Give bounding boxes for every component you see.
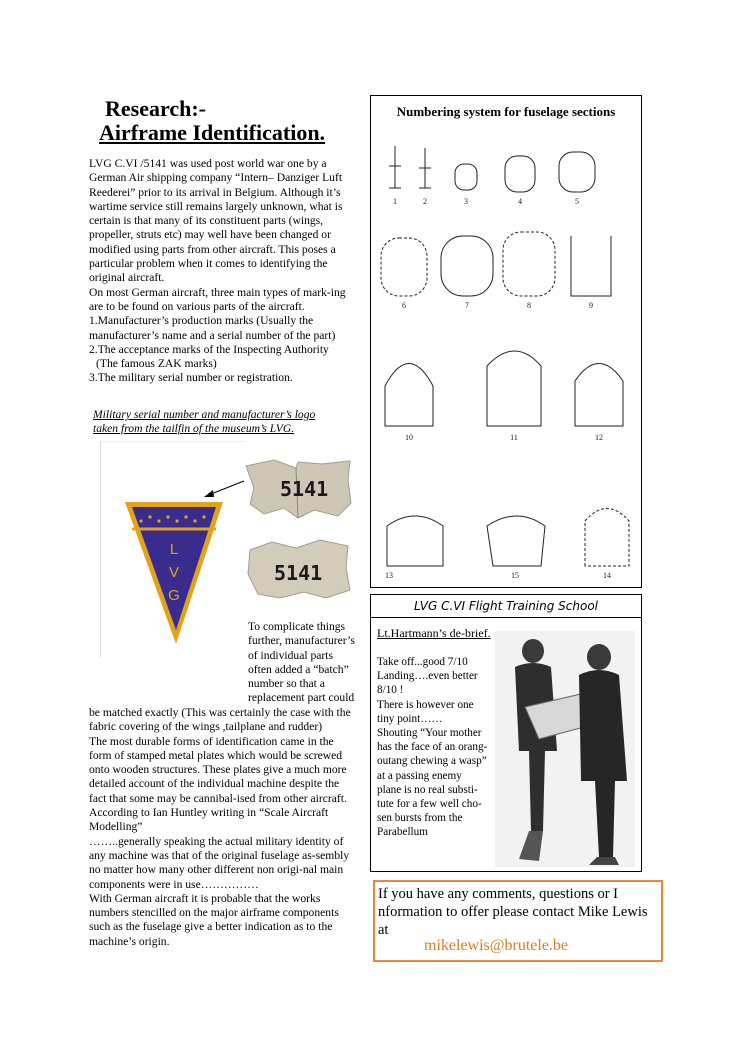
continuation-paragraph-3: According to Ian Huntley writing in “Scale Aircraft Modelling” (89, 806, 329, 834)
debrief-line-5: tiny point…… (377, 712, 443, 725)
section-label-4: 4 (518, 197, 522, 206)
section-10-shape (385, 364, 433, 427)
continuation-paragraph-1: be matched exactly (This was certainly the case with the fabric covering of the wings ,tailplane and rudder) (89, 706, 351, 734)
quote-paragraph: ……..generally speaking the actual military identity of any machine was that of the original fuselage as-sembly no matter how many other different non origi-nal main components were in use…………… (89, 834, 350, 891)
caption-line-2: taken from the tailfin of the museum’s LVG. (93, 422, 295, 436)
email-link[interactable]: mikelewis@brutele.be (424, 937, 569, 954)
title-divider (371, 617, 641, 618)
debrief-line-9: at a passing enemy (377, 769, 462, 782)
debrief-line-4: There is however one (377, 698, 474, 711)
section-14-shape (585, 509, 629, 567)
fuselage-diagram (375, 126, 637, 586)
section-label-1: 1 (393, 197, 397, 206)
section-5-shape (559, 152, 595, 192)
scrap-number-bottom: 5141 (274, 561, 323, 585)
debrief-title: Lt.Hartmann’s de-brief. (377, 626, 491, 640)
logo-photo (100, 441, 246, 658)
section-label-8: 8 (527, 301, 531, 310)
debrief-line-12: sen bursts from the (377, 812, 463, 825)
pilots-photo (495, 631, 635, 867)
scrap-number-top: 5141 (280, 477, 329, 501)
debrief-line-7: has the face of an orang- (377, 741, 488, 754)
section-label-10: 10 (405, 433, 413, 442)
section-2-shape (419, 148, 431, 188)
intro-paragraph-2: On most German aircraft, three main types of mark-ing are to be found on various parts of the aircraft. (89, 285, 346, 313)
section-label-7: 7 (465, 301, 469, 310)
debrief-text (377, 655, 505, 840)
section-15-shape (487, 516, 545, 566)
section-11-shape (487, 351, 541, 426)
debrief-line-13: Parabellum (377, 826, 428, 839)
fabric-scrap-bottom (246, 538, 352, 600)
fuselage-numbering-box (370, 95, 642, 588)
fuselage-box-title: Numbering system for fuselage sections (396, 104, 616, 119)
section-6-shape (381, 238, 427, 296)
section-12-shape (575, 364, 623, 427)
intro-text (89, 157, 359, 386)
debrief-line-10: plane is no real substi- (377, 783, 478, 796)
section-label-11: 11 (510, 433, 518, 442)
page-title-line2: Airframe Identification. (99, 120, 326, 145)
figure-caption (93, 408, 363, 437)
section-label-9: 9 (589, 301, 593, 310)
section-7-shape (441, 236, 493, 296)
section-label-14: 14 (603, 571, 611, 580)
logo-letter-v: V (168, 564, 180, 581)
flight-school-box (370, 594, 642, 872)
section-label-3: 3 (464, 197, 468, 206)
wrap-text: To complicate things further, manufacturer’s of individual parts often added a “batch” number so that a replacement part could (248, 620, 355, 705)
debrief-line-11: tute for a few well cho- (377, 798, 482, 811)
section-13-shape (387, 516, 443, 566)
section-label-6: 6 (402, 301, 406, 310)
list-item-3: 3.The military serial number or registration. (89, 371, 293, 385)
section-label-5: 5 (575, 197, 579, 206)
section-label-12: 12 (595, 433, 603, 442)
logo-letter-g: G (168, 587, 180, 604)
debrief-line-6: Shouting “Your mother (377, 727, 482, 740)
section-9-shape (571, 236, 611, 296)
caption-line-1: Military serial number and manufacturer’s logo (93, 408, 316, 421)
list-item-1: 1.Manufacturer’s production marks (Usually the manufacturer’s name and a serial number of the part) (89, 314, 336, 342)
contact-text: If you have any comments, questions or I nformation to offer please contact Mike Lewis at (378, 886, 648, 938)
flight-school-title: LVG C.VI Flight Training School (413, 599, 599, 613)
section-label-13: 13 (385, 571, 393, 580)
contact-box (373, 880, 663, 962)
debrief-line-3: 8/10 ! (377, 684, 404, 697)
list-item-2: 2.The acceptance marks of the Inspecting Authority (89, 342, 329, 356)
continuation-paragraph-2: The most durable forms of identification came in the form of stamped metal plates which would be screwed onto wooden structures. These plates give a much more detailed account of the individual machine despite the fact that some may be cannibal-ised from other aircraft. (89, 734, 347, 805)
debrief-line-2: Landing….even better (377, 670, 478, 683)
section-1-shape (389, 146, 401, 188)
section-3-shape (455, 164, 477, 190)
page-title-line1: Research:- (105, 96, 206, 121)
continuation-paragraph-5: With German aircraft it is probable that the works numbers stencilled on the major airframe components such as the fuselage give a better indication as to the machine’s origin. (89, 891, 339, 948)
section-8-shape (503, 232, 555, 296)
continuation-text (89, 706, 359, 949)
lvg-logo (101, 442, 246, 658)
list-item-2-note: (The famous ZAK marks) (96, 357, 217, 371)
fabric-scrap-top (244, 458, 352, 520)
debrief-line-1: Take off...good 7/10 (377, 656, 468, 668)
section-label-15: 15 (511, 571, 519, 580)
debrief-line-8: outang chewing a wasp” (377, 755, 487, 768)
section-4-shape (505, 156, 535, 192)
intro-paragraph-1: LVG C.VI /5141 was used post world war one by a German Air shipping company “Intern– Danziger Luft Reederei” prior to its arrival in Belgium. Although it’s wartime service still remains largely unknown, what is certain is that many of its constituent parts (wings, propeller, struts etc) may well have been changed or modified using parts from other aircraft. This poses a particular problem when it comes to identifying the original aircraft. (89, 157, 343, 285)
pointer-arrow (200, 476, 248, 500)
section-label-2: 2 (423, 197, 427, 206)
logo-letter-l: L (169, 541, 179, 558)
